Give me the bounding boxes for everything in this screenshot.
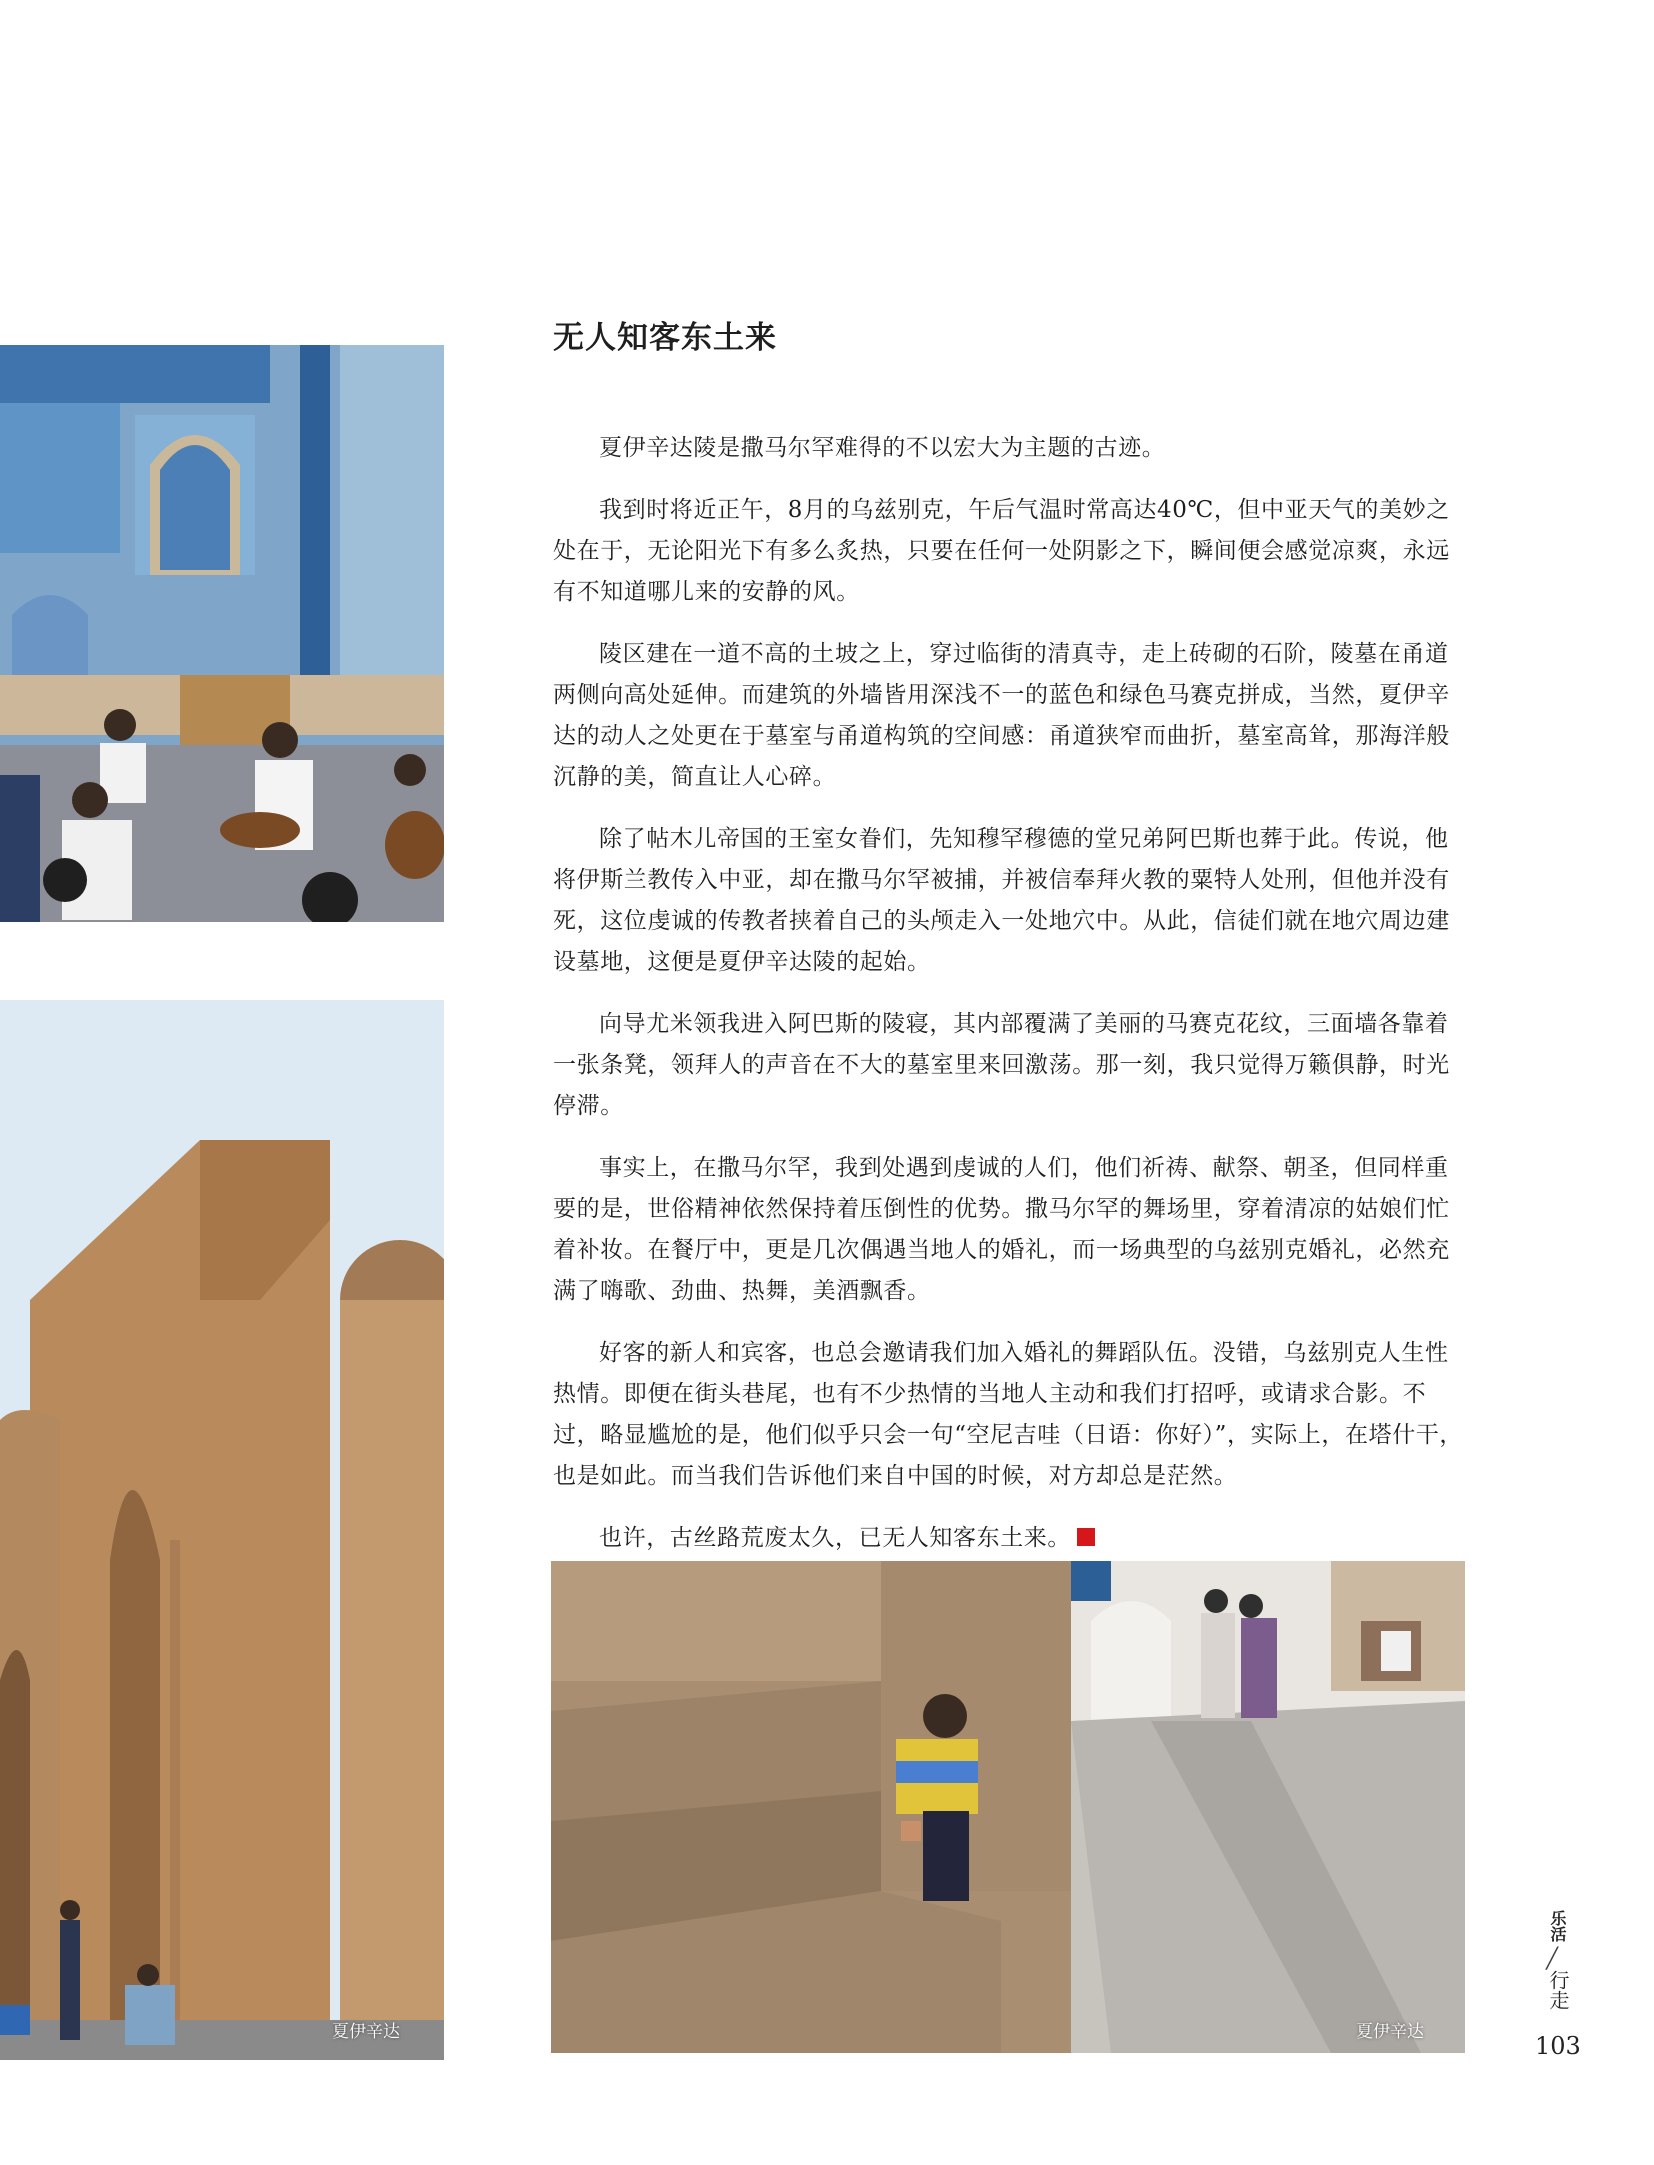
bottom-photo-caption: 夏伊辛达 bbox=[1356, 2022, 1424, 2042]
section-tab bbox=[1536, 1910, 1576, 2022]
section-label-primary: 乐活 bbox=[1548, 1910, 1567, 1942]
paragraph: 事实上，在撒马尔罕，我到处遇到虔诚的人们，他们祈祷、献祭、朝圣，但同样重要的是，世俗精神依然保持着压倒性的优势。撒马尔罕的舞场里，穿着清凉的姑娘们忙着补妆。在餐厅中，更是几次偶遇当地人的婚礼，而一场典型的乌兹别克婚礼，必然充满了嗨歌、劲曲、热舞，美酒飘香。 bbox=[553, 1155, 1450, 1304]
article-body bbox=[553, 428, 1465, 1580]
paragraph: 向导尤米领我进入阿巴斯的陵寝，其内部覆满了美丽的马赛克花纹，三面墙各靠着一张条凳，领拜人的声音在不大的墓室里来回激荡。那一刻，我只觉得万籁俱静，时光停滞。 bbox=[553, 1011, 1450, 1119]
article-title: 无人知客东土来 bbox=[553, 320, 777, 356]
paragraph: 夏伊辛达陵是撒马尔罕难得的不以宏大为主题的古迹。 bbox=[599, 435, 1166, 461]
left-photo-caption: 夏伊辛达 bbox=[332, 2022, 400, 2042]
section-label-secondary: 行走 bbox=[1546, 1970, 1570, 2010]
paragraph: 除了帖木儿帝国的王室女眷们，先知穆罕穆德的堂兄弟阿巴斯也葬于此。传说，他将伊斯兰教传入中亚，却在撒马尔罕被捕，并被信奉拜火教的粟特人处刑，但他并没有死，这位虔诚的传教者挟着自己的头颅走入一处地穴中。从此，信徒们就在地穴周边建设墓地，这便是夏伊辛达陵的起始。 bbox=[553, 826, 1450, 975]
end-mark-icon bbox=[1077, 1528, 1095, 1546]
section-separator: ╱ bbox=[1546, 1946, 1559, 1970]
musicians-photo bbox=[0, 345, 444, 922]
brick-mausoleum-photo bbox=[0, 1000, 444, 2060]
paragraph: 我到时将近正午，8月的乌兹别克，午后气温时常高达40℃，但中亚天气的美妙之处在于，无论阳光下有多么炙热，只要在任何一处阴影之下，瞬间便会感觉凉爽，永远有不知道哪儿来的安静的风。 bbox=[553, 497, 1450, 605]
paragraph: 陵区建在一道不高的土坡之上，穿过临街的清真寺，走上砖砌的石阶，陵墓在甬道两侧向高处延伸。而建筑的外墙皆用深浅不一的蓝色和绿色马赛克拼成，当然，夏伊辛达的动人之处更在于墓室与甬道构筑的空间感：甬道狭窄而曲折，墓室高耸，那海洋般沉静的美，简直让人心碎。 bbox=[553, 641, 1450, 790]
page-number: 103 bbox=[1535, 2032, 1581, 2060]
closing-text: 也许，古丝路荒废太久，已无人知客东土来。 bbox=[599, 1525, 1071, 1551]
paragraph: 好客的新人和宾客，也总会邀请我们加入婚礼的舞蹈队伍。没错，乌兹别克人生性热情。即便在街头巷尾，也有不少热情的当地人主动和我们打招呼，或请求合影。不过，略显尴尬的是，他们似乎只会一句“空尼吉哇（日语：你好）”，实际上，在塔什干，也是如此。而当我们告诉他们来自中国的时候，对方却总是茫然。 bbox=[553, 1340, 1464, 1489]
closing-paragraph bbox=[553, 1518, 1465, 1559]
child-alley-photo bbox=[551, 1561, 1465, 2053]
